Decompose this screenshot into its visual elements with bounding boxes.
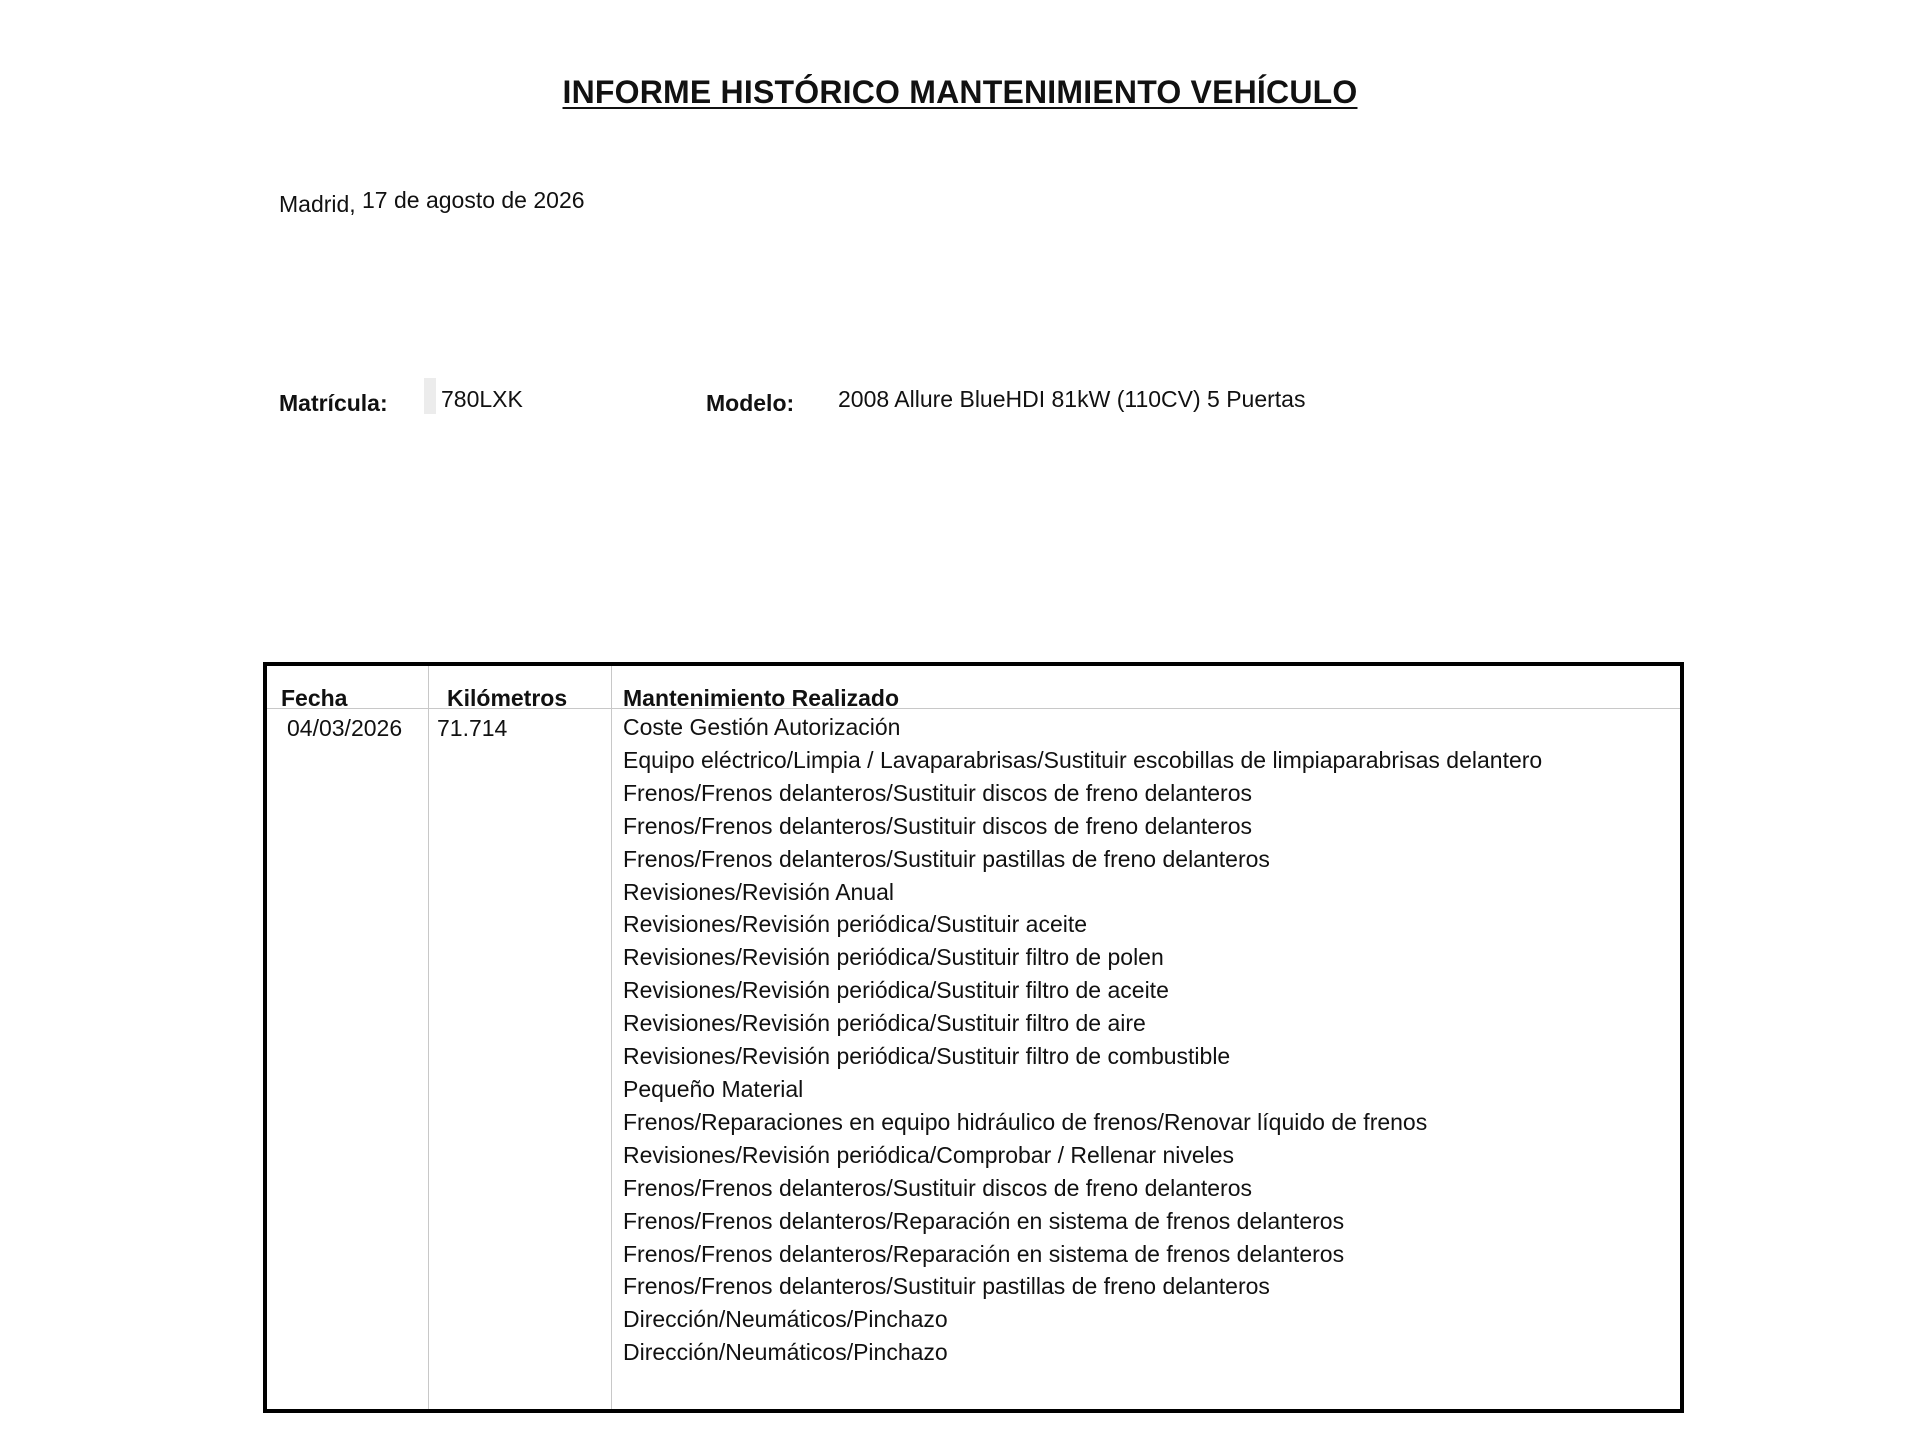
task-item: Frenos/Frenos delanteros/Reparación en sistema de frenos delanteros [623,1207,1345,1234]
header-km: Kilómetros [447,685,568,711]
row-km: 71.714 [437,715,508,741]
task-item: Revisiones/Revisión Anual [623,878,895,905]
task-item: Frenos/Frenos delanteros/Reparación en sistema de frenos delanteros [623,1240,1345,1267]
task-item: Revisiones/Revisión periódica/Sustituir filtro de polen [623,944,1164,971]
task-item: Revisiones/Revisión periódica/Sustituir filtro de aceite [623,977,1169,1004]
plate-marker [424,378,436,414]
task-item: Coste Gestión Autorización [623,714,901,740]
task-item: Revisiones/Revisión periódica/Comprobar / Rellenar niveles [623,1141,1235,1168]
task-item: Frenos/Reparaciones en equipo hidráulico de frenos/Renovar líquido de frenos [623,1108,1428,1135]
column-divider-maintenance [611,666,612,1409]
maintenance-task-list [623,711,1543,1369]
column-divider-km [428,666,429,1409]
task-item: Dirección/Neumáticos/Pinchazo [623,1339,948,1366]
task-item: Revisiones/Revisión periódica/Sustituir filtro de aire [623,1010,1146,1037]
task-item: Frenos/Frenos delanteros/Sustituir pastillas de freno delanteros [623,845,1270,872]
task-item: Dirección/Neumáticos/Pinchazo [623,1306,948,1333]
header-maintenance: Mantenimiento Realizado [623,685,900,711]
task-item: Equipo eléctrico/Limpia / Lavaparabrisas/Sustituir escobillas de limpiaparabrisas delantero [623,746,1543,773]
report-place: Madrid, [279,191,356,217]
plate-label: Matrícula: [279,390,388,416]
task-item: Revisiones/Revisión periódica/Sustituir filtro de combustible [623,1043,1231,1070]
task-item: Frenos/Frenos delanteros/Sustituir discos de freno delanteros [623,1174,1252,1201]
task-item: Revisiones/Revisión periódica/Sustituir aceite [623,911,1088,938]
maintenance-table [263,662,1684,1413]
model-value: 2008 Allure BlueHDI 81kW (110CV) 5 Puertas [838,386,1306,412]
model-label: Modelo: [706,390,795,416]
task-item: Frenos/Frenos delanteros/Sustituir discos de freno delanteros [623,812,1252,839]
report-date: 17 de agosto de 2026 [362,187,585,213]
header-date: Fecha [281,685,348,711]
task-item: Frenos/Frenos delanteros/Sustituir discos de freno delanteros [623,779,1252,806]
task-item: Pequeño Material [623,1075,804,1102]
plate-value: 780LXK [441,386,523,412]
task-item: Frenos/Frenos delanteros/Sustituir pastillas de freno delanteros [623,1273,1270,1300]
row-date: 04/03/2026 [287,715,403,741]
report-title: INFORME HISTÓRICO MANTENIMIENTO VEHÍCULO [562,74,1358,110]
